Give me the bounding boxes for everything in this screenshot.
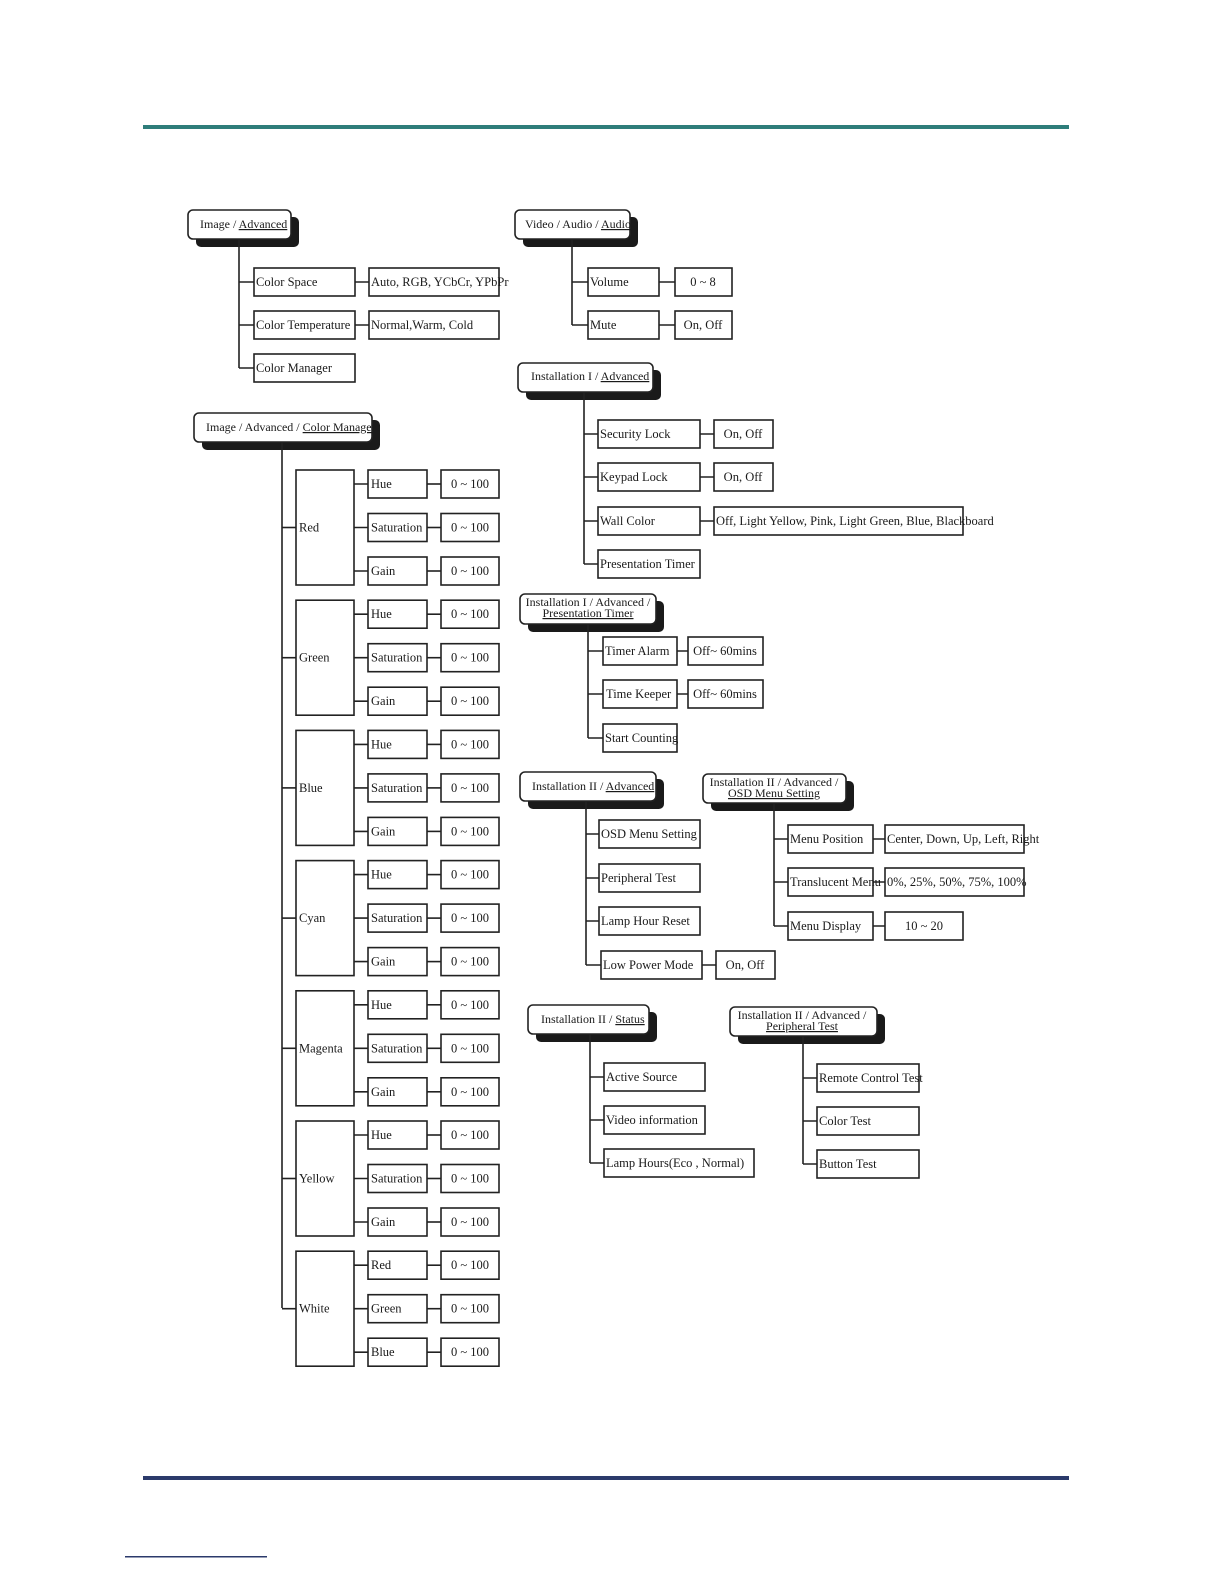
video-audio-header-text: Video / Audio / Audio xyxy=(525,217,631,231)
image-advanced-header-text: Image / Advanced xyxy=(200,217,288,231)
green-saturation-value: 0 ~ 100 xyxy=(450,650,490,665)
footer-rule xyxy=(125,1556,267,1558)
color-manager-label: Color Manager xyxy=(256,361,333,375)
menu-position-value: Center, Down, Up, Left, Right xyxy=(887,832,1040,846)
magenta-hue-label: Hue xyxy=(371,997,392,1012)
presentation-timer-tree xyxy=(520,594,763,752)
group-cyan-label: Cyan xyxy=(299,911,326,926)
top-rule xyxy=(143,125,1069,129)
green-hue-value: 0 ~ 100 xyxy=(450,607,490,622)
red-saturation-label: Saturation xyxy=(371,520,423,535)
cyan-gain-value: 0 ~ 100 xyxy=(450,954,490,969)
osd-menu-setting-tree xyxy=(703,774,1040,940)
presentation-timer-header-link: Presentation Timer xyxy=(542,606,634,620)
low-power-mode-value: On, Off xyxy=(725,958,765,972)
mute-label: Mute xyxy=(590,318,617,332)
yellow-hue-value: 0 ~ 100 xyxy=(450,1128,490,1142)
color-temperature-value: Normal,Warm, Cold xyxy=(371,318,474,332)
menu-display-label: Menu Display xyxy=(790,919,862,933)
translucent-menu-value: 0%, 25%, 50%, 75%, 100% xyxy=(887,875,1027,889)
security-lock-value: On, Off xyxy=(723,427,763,441)
installation1-advanced-header-text: Installation I / Advanced xyxy=(531,369,650,383)
video-audio-tree xyxy=(515,210,732,339)
remote-control-test-label: Remote Control Test xyxy=(819,1071,923,1085)
red-gain-value: 0 ~ 100 xyxy=(450,564,490,578)
red-saturation-value: 0 ~ 100 xyxy=(450,520,490,535)
peripheral-test-tree xyxy=(730,1007,923,1178)
installation1-advanced-tree xyxy=(518,363,994,578)
mute-value: On, Off xyxy=(683,318,723,332)
security-lock-label: Security Lock xyxy=(600,427,671,441)
magenta-gain-label: Gain xyxy=(371,1084,396,1099)
white-red-value: 0 ~ 100 xyxy=(450,1258,490,1273)
color-temperature-label: Color Temperature xyxy=(256,318,351,332)
green-gain-value: 0 ~ 100 xyxy=(450,694,490,709)
red-hue-label: Hue xyxy=(371,477,392,491)
color-test-label: Color Test xyxy=(819,1114,872,1128)
button-test-label: Button Test xyxy=(819,1157,877,1171)
timer-alarm-value: Off~ 60mins xyxy=(693,644,757,658)
color-manager-groups xyxy=(282,470,499,1366)
blue-saturation-label: Saturation xyxy=(371,780,423,795)
wall-color-label: Wall Color xyxy=(600,514,655,528)
red-gain-label: Gain xyxy=(371,564,396,578)
yellow-saturation-value: 0 ~ 100 xyxy=(450,1171,490,1186)
volume-value: 0 ~ 8 xyxy=(690,275,716,289)
white-red-label: Red xyxy=(371,1258,392,1273)
group-white-label: White xyxy=(299,1301,330,1316)
timer-alarm-label: Timer Alarm xyxy=(605,644,670,658)
green-hue-label: Hue xyxy=(371,607,392,622)
group-green-label: Green xyxy=(299,650,330,665)
blue-saturation-value: 0 ~ 100 xyxy=(450,780,490,795)
peripheral-test-header-link: Peripheral Test xyxy=(766,1019,838,1033)
yellow-hue-label: Hue xyxy=(371,1128,392,1142)
osd-menu-setting-header-link: OSD Menu Setting xyxy=(727,786,821,800)
menu-display-value: 10 ~ 20 xyxy=(904,919,944,933)
group-red-label: Red xyxy=(299,520,320,535)
group-blue-label: Blue xyxy=(299,780,323,795)
keypad-lock-value: On, Off xyxy=(723,470,763,484)
cyan-saturation-label: Saturation xyxy=(371,911,423,926)
translucent-menu-label: Translucent Menu xyxy=(790,875,881,889)
white-blue-label: Blue xyxy=(371,1345,395,1360)
lamp-hours-label: Lamp Hours(Eco , Normal) xyxy=(606,1156,745,1170)
installation2-status-header-text: Installation II / Status xyxy=(541,1012,645,1026)
blue-hue-label: Hue xyxy=(371,737,392,752)
volume-label: Volume xyxy=(590,275,629,289)
bottom-rule xyxy=(143,1476,1069,1480)
time-keeper-label: Time Keeper xyxy=(606,687,672,701)
color-space-value: Auto, RGB, YCbCr, YPbPr xyxy=(371,275,509,289)
cyan-hue-label: Hue xyxy=(371,867,392,882)
installation2-advanced-header-text: Installation II / Advanced xyxy=(532,779,655,793)
green-saturation-label: Saturation xyxy=(371,650,423,665)
time-keeper-value: Off~ 60mins xyxy=(693,687,757,701)
wall-color-value: Off, Light Yellow, Pink, Light Green, Blue, Blackboard xyxy=(716,514,994,528)
image-advanced-tree xyxy=(188,210,509,382)
magenta-saturation-value: 0 ~ 100 xyxy=(450,1041,490,1056)
blue-gain-value: 0 ~ 100 xyxy=(450,824,490,839)
green-gain-label: Gain xyxy=(371,694,396,709)
white-blue-value: 0 ~ 100 xyxy=(450,1345,490,1360)
peripheral-test-header-line1: Installation II / Advanced / xyxy=(737,1008,867,1022)
yellow-gain-label: Gain xyxy=(371,1215,396,1229)
blue-gain-label: Gain xyxy=(371,824,396,839)
installation2-status-tree xyxy=(528,1005,754,1177)
magenta-hue-value: 0 ~ 100 xyxy=(450,997,490,1012)
red-hue-value: 0 ~ 100 xyxy=(450,477,490,491)
blue-hue-value: 0 ~ 100 xyxy=(450,737,490,752)
osd-menu-setting-header-line1: Installation II / Advanced / xyxy=(709,775,839,789)
peripheral-test-label: Peripheral Test xyxy=(601,871,676,885)
lamp-hour-reset-label: Lamp Hour Reset xyxy=(601,914,690,928)
magenta-gain-value: 0 ~ 100 xyxy=(450,1084,490,1099)
video-information-label: Video information xyxy=(606,1113,698,1127)
cyan-gain-label: Gain xyxy=(371,954,396,969)
group-yellow-label: Yellow xyxy=(299,1171,335,1186)
low-power-mode-label: Low Power Mode xyxy=(603,958,694,972)
start-counting-label: Start Counting xyxy=(605,731,679,745)
keypad-lock-label: Keypad Lock xyxy=(600,470,668,484)
cyan-saturation-value: 0 ~ 100 xyxy=(450,911,490,926)
osd-menu-setting-label: OSD Menu Setting xyxy=(601,827,697,841)
group-magenta-label: Magenta xyxy=(299,1041,343,1056)
cyan-hue-value: 0 ~ 100 xyxy=(450,867,490,882)
yellow-saturation-label: Saturation xyxy=(371,1171,423,1186)
menu-position-label: Menu Position xyxy=(790,832,864,846)
white-green-label: Green xyxy=(371,1301,402,1316)
presentation-timer-header-line1: Installation I / Advanced / xyxy=(525,595,651,609)
magenta-saturation-label: Saturation xyxy=(371,1041,423,1056)
white-green-value: 0 ~ 100 xyxy=(450,1301,490,1316)
color-manager-header-text: Image / Advanced / Color Manager xyxy=(206,420,376,434)
presentation-timer-label: Presentation Timer xyxy=(600,557,695,571)
yellow-gain-value: 0 ~ 100 xyxy=(450,1215,490,1229)
color-space-label: Color Space xyxy=(256,275,318,289)
active-source-label: Active Source xyxy=(606,1070,678,1084)
